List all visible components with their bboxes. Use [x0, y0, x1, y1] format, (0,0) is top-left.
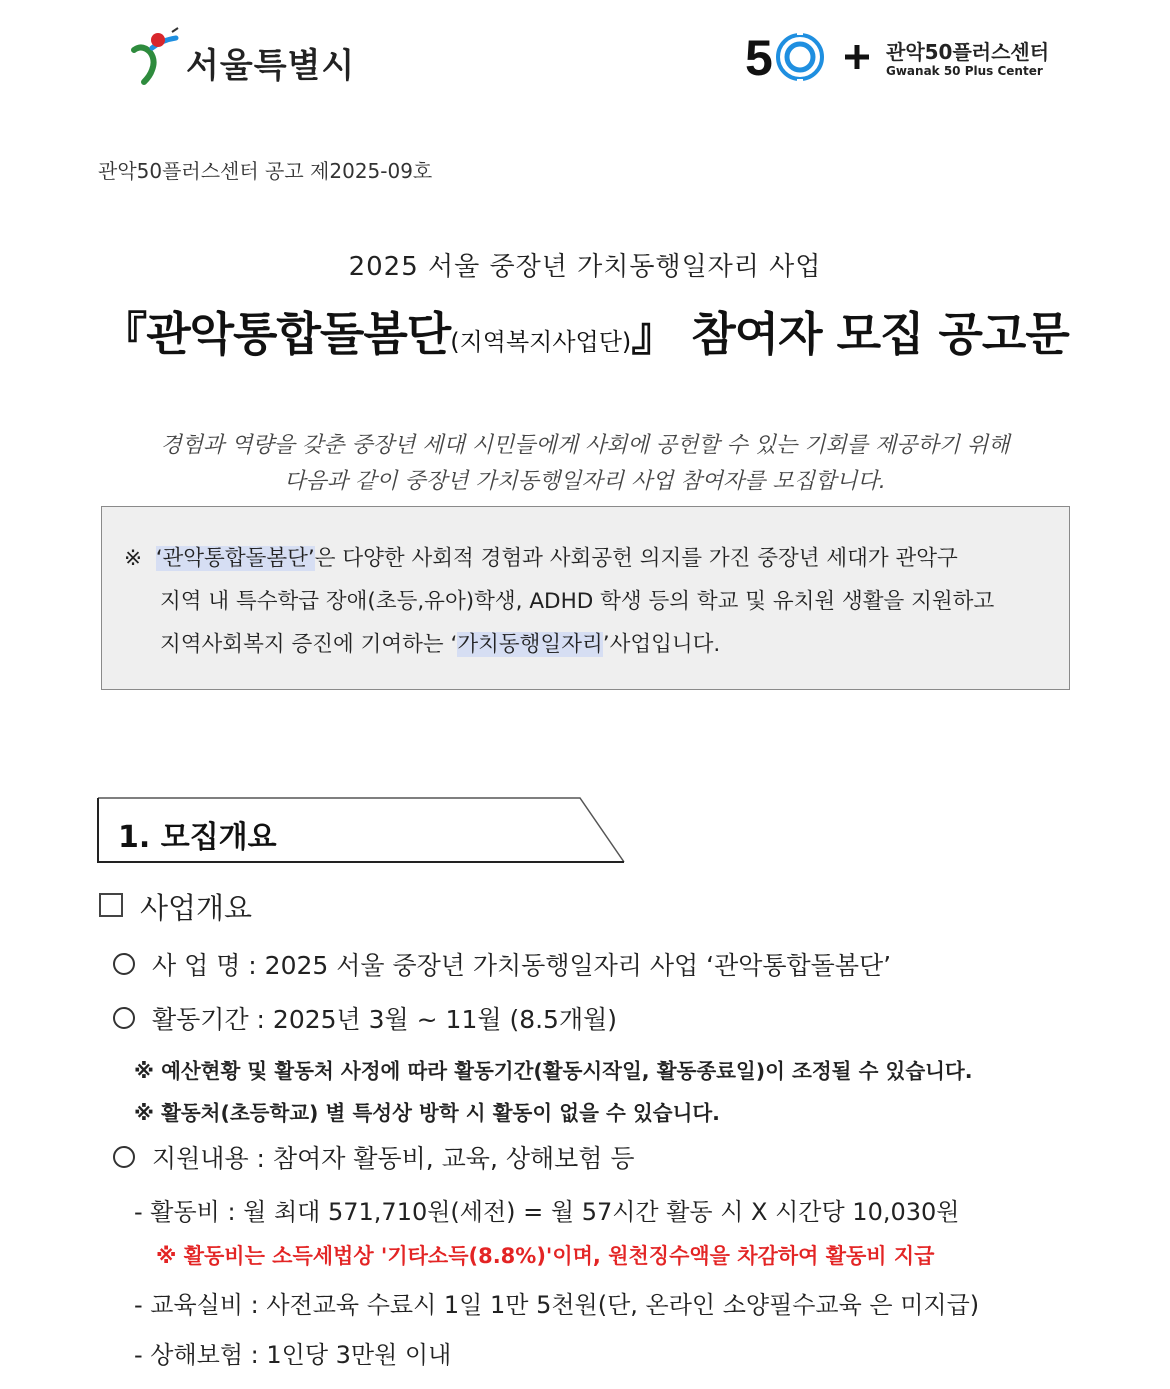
- section-title: 1. 모집개요: [118, 820, 277, 855]
- info-box-line-3-pre: 지역사회복지 증진에 기여하는 ‘: [160, 632, 458, 657]
- seoul-city-logo: [128, 26, 184, 86]
- sub-heading: 사업개요: [140, 891, 253, 925]
- notice-number: 관악50플러스센터 공고 제2025-09호: [98, 159, 433, 183]
- title-parenthetical: (지역복지사업단): [450, 328, 632, 356]
- svg-text:5: 5: [745, 30, 773, 86]
- item-business-name: 사 업 명 : 2025 서울 중장년 가치동행일자리 사업 ‘관악통합돌봄단’: [152, 951, 892, 980]
- center-english-name: Gwanak 50 Plus Center: [886, 64, 1043, 78]
- center-name: 관악50플러스센터: [886, 40, 1050, 64]
- item-activity-period: 활동기간 : 2025년 3월 ~ 11월 (8.5개월): [152, 1005, 618, 1034]
- support-pay: - 활동비 : 월 최대 571,710원(세전) = 월 57시간 활동 시 X 시간당 10,030원: [134, 1198, 960, 1226]
- period-note-1: ※ 예산현황 및 활동처 사정에 따라 활동기간(활동시작일, 활동종료일)이 조정될 수 있습니다.: [134, 1059, 973, 1083]
- info-box-line-2: 지역 내 특수학급 장애(초등,유아)학생, ADHD 학생 등의 학교 및 유치원 생활을 지원하고: [160, 589, 995, 614]
- seoul-logo-text: 서울특별시: [186, 46, 356, 86]
- title-main: 『관악통합돌봄단: [101, 307, 451, 361]
- page-title: [0, 298, 1170, 364]
- title-end: 』 참여자 모집 공고문: [631, 307, 1069, 361]
- intro-line-2: 다음과 같이 중장년 가치동행일자리 사업 참여자를 모집합니다.: [284, 469, 886, 494]
- intro-line-1: 경험과 역량을 갖춘 중장년 세대 시민들에게 사회에 공헌할 수 있는 기회를 제공하기 위해: [160, 433, 1010, 458]
- circle-bullet-icon: [113, 1007, 135, 1029]
- circle-bullet-icon: [113, 953, 135, 975]
- support-insurance: - 상해보험 : 1인당 3만원 이내: [134, 1341, 452, 1369]
- info-box-line-3: [160, 627, 720, 658]
- highlight-job-name: 가치동행일자리: [457, 632, 603, 657]
- period-note-2: ※ 활동처(초등학교) 별 특성상 방학 시 활동이 없을 수 있습니다.: [134, 1101, 720, 1125]
- info-box-line-3-post: ’사업입니다.: [602, 632, 721, 657]
- info-box-line-1-text: 은 다양한 사회적 경험과 사회공헌 의지를 가진 중장년 세대가 관악구: [314, 546, 958, 571]
- pay-tax-note: ※ 활동비는 소득세법상 '기타소득(8.8%)'이며, 원천징수액을 차감하여 활동비 지급: [156, 1244, 935, 1268]
- reference-mark: ※: [124, 546, 143, 571]
- item-support: 지원내용 : 참여자 활동비, 교육, 상해보험 등: [152, 1144, 635, 1173]
- info-box-line-1: [124, 541, 958, 572]
- gwanak-50plus-logo: [745, 27, 875, 87]
- circle-bullet-icon: [113, 1146, 135, 1168]
- highlight-program-name: ‘관악통합돌봄단’: [155, 546, 315, 571]
- page-subtitle: 2025 서울 중장년 가치동행일자리 사업: [348, 252, 822, 282]
- checkbox-icon: [99, 893, 123, 917]
- support-education: - 교육실비 : 사전교육 수료시 1일 1만 5천원(단, 온라인 소양필수교육 은 미지급): [134, 1291, 980, 1319]
